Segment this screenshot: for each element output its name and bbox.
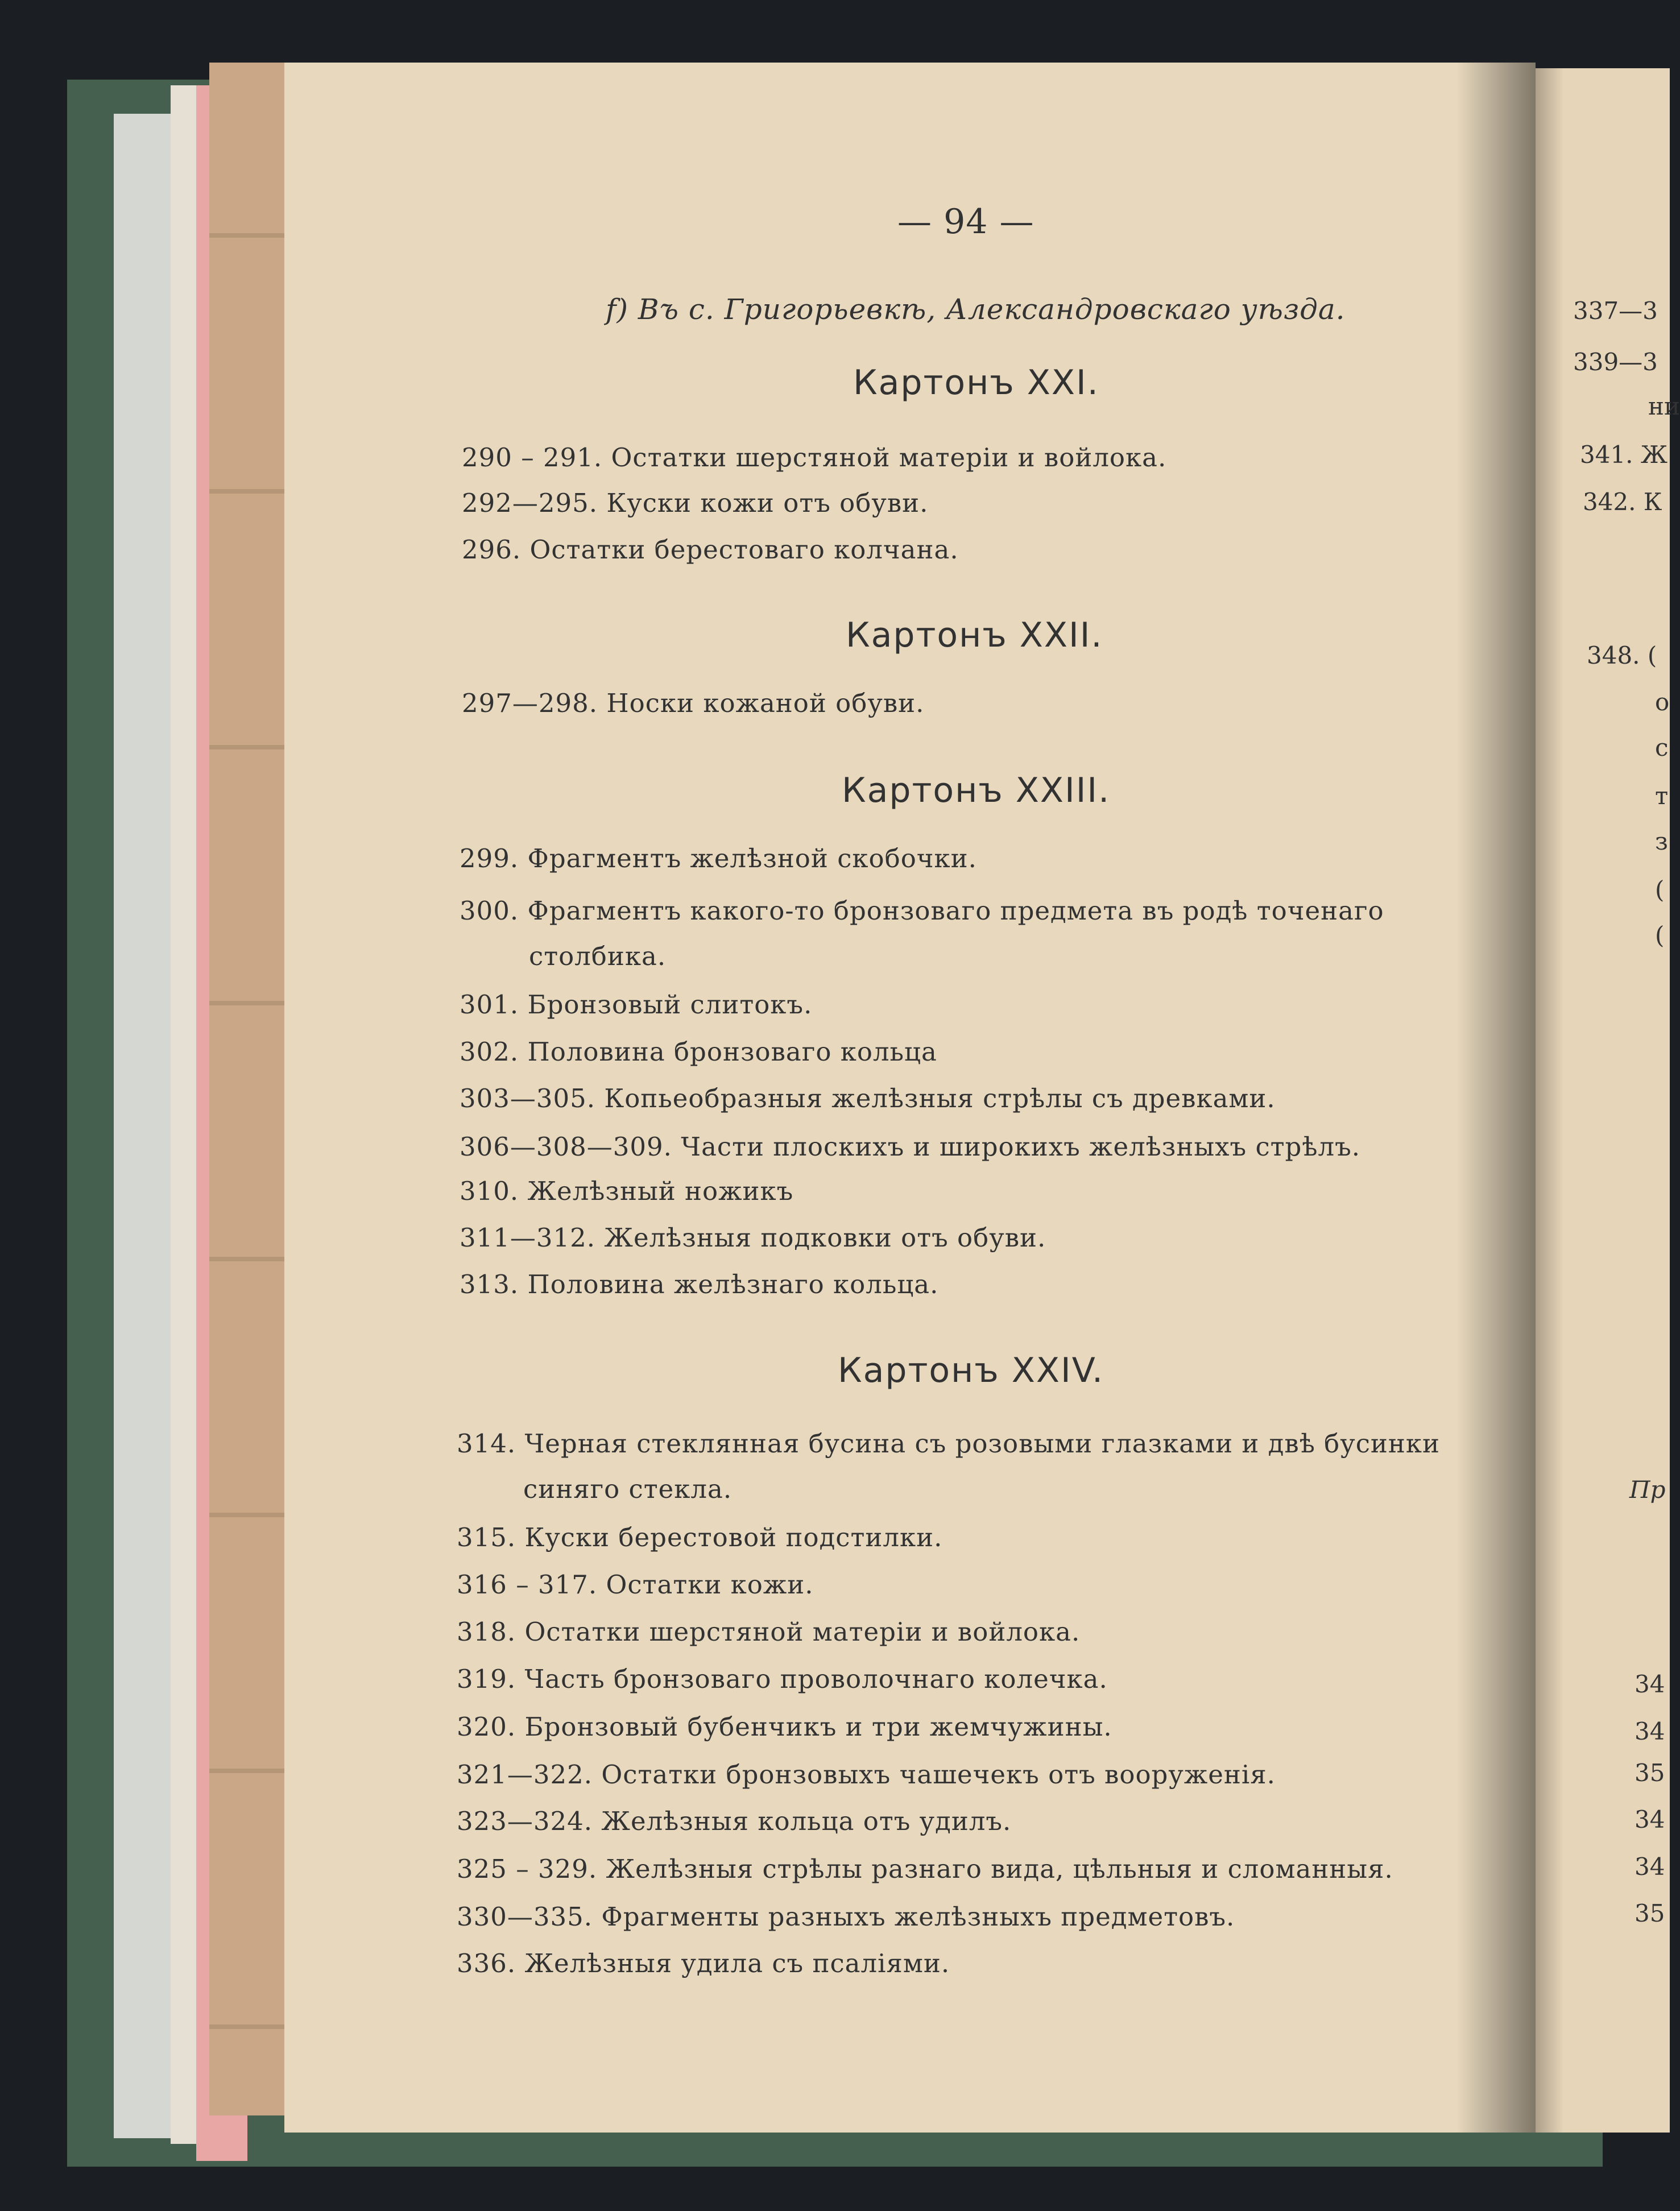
- item-line: 313. Половина желѣзнаго кольца.: [460, 1269, 939, 1299]
- facing-page-fragment: т: [1655, 782, 1669, 810]
- item-line: 314. Черная стеклянная бусина съ розовыми глазками и двѣ бусинки: [457, 1429, 1441, 1459]
- item-line: 311—312. Желѣзныя подковки отъ обуви.: [460, 1223, 1046, 1253]
- facing-page-fragment: 35: [1635, 1899, 1665, 1927]
- item-line: 336. Желѣзныя удила съ псаліями.: [457, 1948, 950, 1978]
- item-line: 319. Часть бронзоваго проволочнаго колечка.: [457, 1664, 1108, 1694]
- item-line: 303—305. Копьеобразныя желѣзныя стрѣлы съ древками.: [460, 1083, 1276, 1113]
- facing-page-fragment: 339—3: [1573, 348, 1658, 376]
- facing-page-fragment: 35: [1635, 1759, 1665, 1787]
- item-line: 316 – 317. Остатки кожи.: [457, 1570, 814, 1600]
- item-line: 300. Фрагментъ какого-то бронзоваго предмета въ родѣ точенаго: [460, 896, 1384, 926]
- facing-page-fragment: с: [1655, 734, 1669, 761]
- facing-page-fragment: (: [1655, 876, 1665, 904]
- item-line: 302. Половина бронзоваго кольца: [460, 1037, 937, 1067]
- gutter-shadow: [1456, 63, 1536, 2133]
- item-line: 310. Желѣзный ножикъ: [460, 1176, 794, 1206]
- item-line-continuation: синяго стекла.: [523, 1474, 733, 1504]
- section-subheading: f) Въ с. Григорьевкѣ, Александровскаго уѣзда.: [606, 293, 1346, 326]
- item-line: 323—324. Желѣзныя кольца отъ удилъ.: [457, 1806, 1012, 1836]
- facing-page-fragment: ни: [1648, 392, 1680, 420]
- facing-page-fragment: Пр: [1629, 1476, 1666, 1504]
- facing-page-fragment: 34: [1635, 1717, 1665, 1745]
- item-line: 306—308—309. Части плоскихъ и широкихъ желѣзныхъ стрѣлъ.: [460, 1132, 1361, 1162]
- item-line: 321—322. Остатки бронзовыхъ чашечекъ отъ вооруженія.: [457, 1759, 1276, 1790]
- facing-page-fragment: 337—3: [1573, 297, 1658, 325]
- facing-page-fragment: 34: [1635, 1806, 1665, 1833]
- facing-page-fragment: 341. Ж: [1580, 441, 1668, 469]
- page-number: — 94 —: [897, 202, 1035, 242]
- section-heading: Картонъ XXII.: [846, 615, 1103, 655]
- item-line: 315. Куски берестовой подстилки.: [457, 1522, 943, 1552]
- facing-page-fragment: о: [1655, 688, 1670, 716]
- facing-page-fragment: (: [1655, 921, 1665, 949]
- section-heading: Картонъ XXI.: [853, 363, 1099, 403]
- item-line: 297—298. Носки кожаной обуви.: [462, 688, 925, 718]
- item-line: 318. Остатки шерстяной матеріи и войлока.: [457, 1617, 1081, 1647]
- item-line: 296. Остатки берестоваго колчана.: [462, 535, 959, 565]
- facing-page-fragment: 34: [1635, 1670, 1665, 1698]
- item-line: 330—335. Фрагменты разныхъ желѣзныхъ предметовъ.: [457, 1902, 1235, 1932]
- item-line: 320. Бронзовый бубенчикъ и три жемчужины.: [457, 1712, 1112, 1742]
- item-line: 290 – 291. Остатки шерстяной матеріи и войлока.: [462, 442, 1167, 473]
- item-line: 292—295. Куски кожи отъ обуви.: [462, 488, 929, 518]
- item-line: 299. Фрагментъ желѣзной скобочки.: [460, 843, 977, 873]
- facing-page-fragment: 342. К: [1583, 488, 1662, 516]
- item-line-continuation: столбика.: [529, 941, 667, 971]
- item-line: 325 – 329. Желѣзныя стрѣлы разнаго вида, цѣльныя и сломанныя.: [457, 1854, 1393, 1884]
- facing-page-fragment: з: [1655, 827, 1668, 855]
- facing-page-fragment: 34: [1635, 1853, 1665, 1881]
- section-heading: Картонъ XXIV.: [838, 1351, 1104, 1390]
- facing-page-fragment: 348. (: [1587, 641, 1657, 669]
- section-heading: Картонъ XXIII.: [842, 771, 1111, 810]
- item-line: 301. Бронзовый слитокъ.: [460, 989, 813, 1020]
